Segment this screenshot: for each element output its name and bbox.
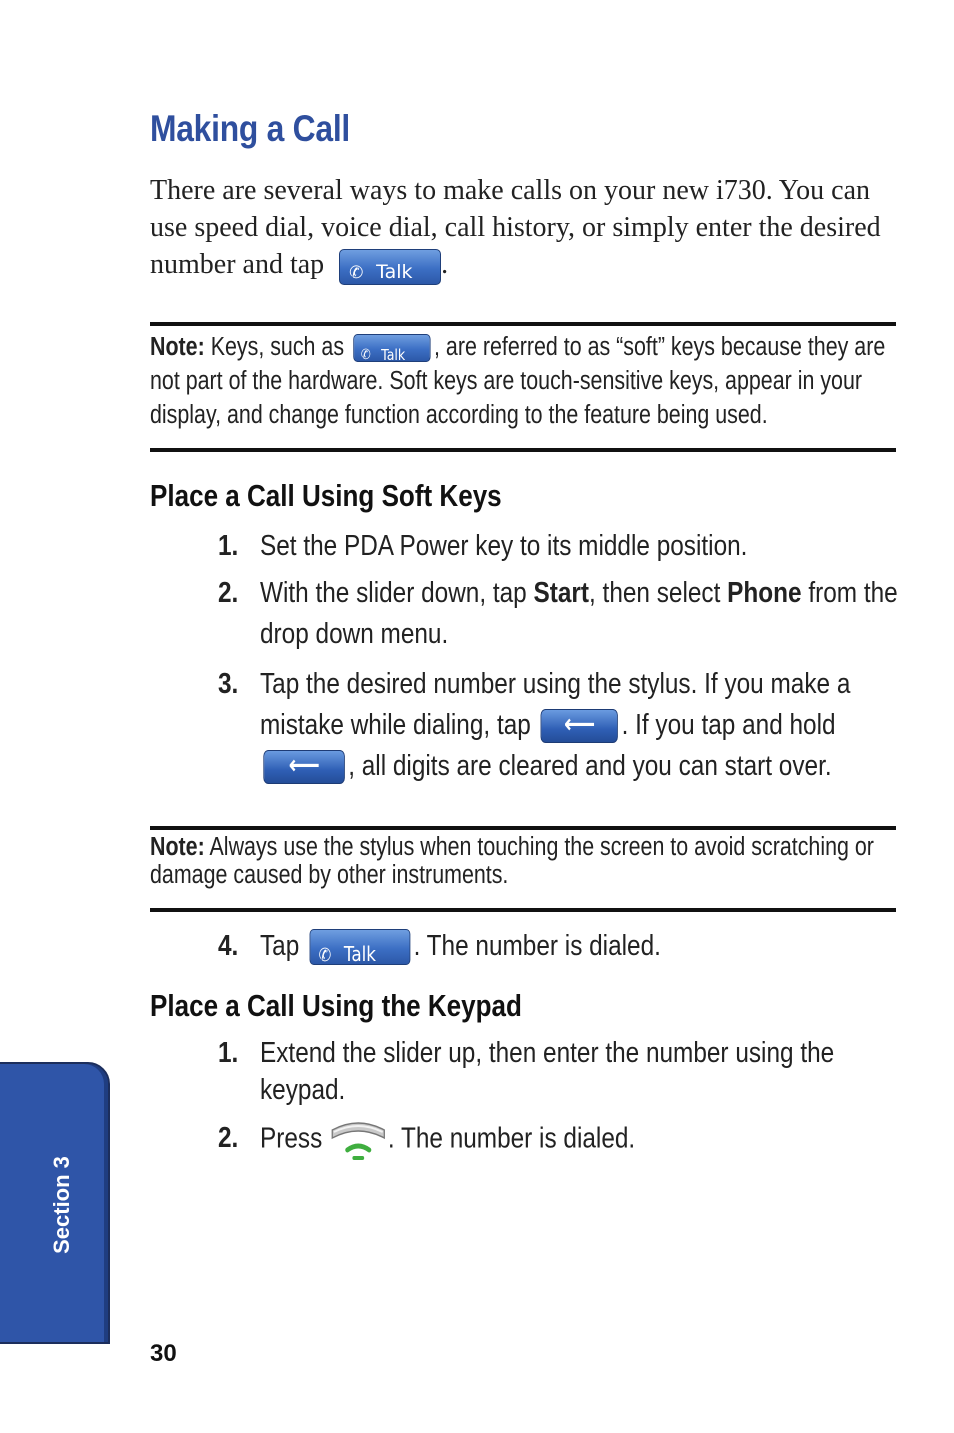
backspace-key-icon <box>541 709 618 743</box>
step-text-part: . The number is dialed. <box>413 930 661 962</box>
left-arrow-icon: ⟵ <box>288 751 320 782</box>
intro-end: . <box>441 249 449 280</box>
phone-keyword: Phone <box>727 577 802 609</box>
step-number: 1. <box>218 530 239 562</box>
talk-key-icon <box>339 249 441 285</box>
note-text-before: Keys, such as <box>210 333 345 361</box>
step-text-part: With the slider down, tap <box>260 577 527 609</box>
note-text-after: , are referred to as “soft” keys because they are not part of the hardware. Soft keys are touch-sensitive keys, appear in your display, and change function according to the feature being used. <box>150 333 886 429</box>
talk-key-label: Talk <box>381 346 406 365</box>
section-heading-soft-keys: Place a Call Using Soft Keys <box>150 478 502 513</box>
phone-handset-icon: ✆ <box>349 262 364 283</box>
step-number: 2. <box>218 577 239 609</box>
note-label: Note: <box>150 833 205 861</box>
note-text: Always use the stylus when touching the screen to avoid scratching or damage caused by other instruments. <box>150 833 874 889</box>
section-tab-label: Section 3 <box>49 1156 74 1254</box>
page-title: Making a Call <box>150 108 351 149</box>
step-number: 3. <box>218 668 239 700</box>
left-arrow-icon: ⟵ <box>563 710 596 741</box>
step-text <box>260 664 898 787</box>
intro-paragraph <box>150 172 900 285</box>
step-number: 4. <box>218 930 239 962</box>
talk-key-label: Talk <box>376 260 413 283</box>
step-1 <box>218 526 898 567</box>
step-text <box>260 926 898 967</box>
step-text-part: . If you tap and hold <box>621 709 836 741</box>
step-text-part: Press <box>260 1122 323 1155</box>
step-text: Set the PDA Power key to its middle position. <box>260 530 748 562</box>
step-text-part: . The number is dialed. <box>387 1122 636 1155</box>
backspace-key-icon <box>263 750 344 784</box>
step-text-part: Tap the desired number using the stylus. If you make a mistake while dialing, tap <box>260 668 851 741</box>
step-3 <box>218 664 898 787</box>
divider <box>150 322 896 326</box>
note-stylus <box>150 833 896 889</box>
step-text <box>260 1118 898 1162</box>
step-number: 2. <box>218 1122 239 1154</box>
talk-key-label: Talk <box>343 942 377 967</box>
step-text <box>260 573 898 655</box>
page-number: 30 <box>150 1340 177 1367</box>
section-heading-keypad: Place a Call Using the Keypad <box>150 988 522 1023</box>
intro-text: There are several ways to make calls on your new i730. You can use speed dial, voice dial, call history, or simply enter the desired number and tap <box>150 175 881 280</box>
step-text: Extend the slider up, then enter the number using the keypad. <box>260 1037 835 1106</box>
note-label: Note: <box>150 333 205 361</box>
step-number: 1. <box>218 1037 239 1069</box>
step-4 <box>218 926 898 967</box>
start-keyword: Start <box>533 577 590 609</box>
divider <box>150 448 896 452</box>
step-text-part: , all digits are cleared and you can start over. <box>348 750 832 782</box>
step-text-part: , then select <box>589 577 721 609</box>
phone-handset-icon: ✆ <box>360 347 371 364</box>
divider <box>150 908 896 912</box>
divider <box>150 826 896 830</box>
step-text-part: Tap <box>260 930 300 962</box>
step-keypad-1 <box>218 1035 898 1109</box>
phone-handset-icon: ✆ <box>318 945 332 967</box>
talk-key-icon <box>309 929 410 965</box>
send-key-graphic <box>329 1118 388 1162</box>
step-2 <box>218 573 898 655</box>
step-keypad-2 <box>218 1118 898 1162</box>
note-soft-keys <box>150 330 896 432</box>
talk-key-icon <box>353 334 430 365</box>
send-key-icon <box>329 1118 388 1162</box>
step-text-part: from the drop down menu. <box>260 577 898 650</box>
